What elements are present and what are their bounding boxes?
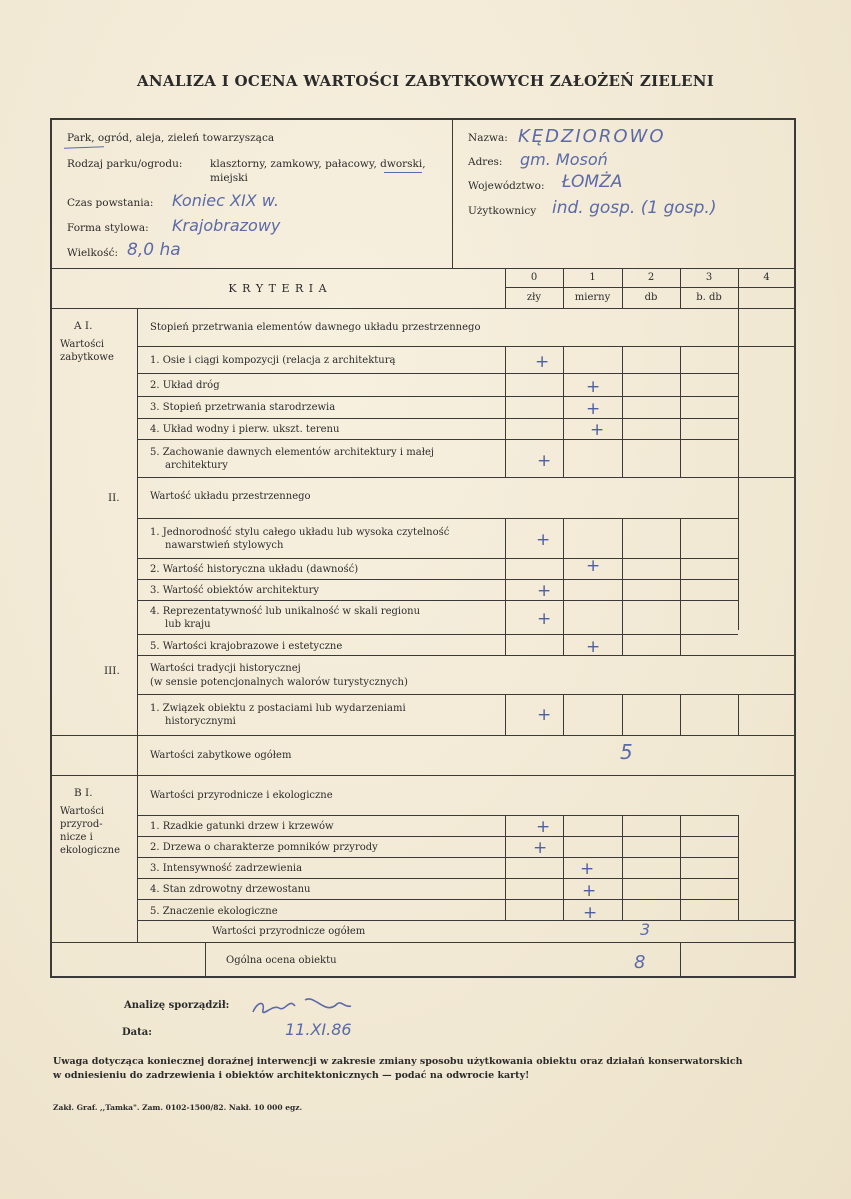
style-value: Krajobrazowy (172, 216, 281, 235)
criterion-a2-1b: nawarstwień stylowych (165, 540, 284, 551)
rule (137, 308, 138, 943)
rule (505, 346, 506, 477)
mark-a1-1: + (535, 352, 550, 372)
criterion-b1-1: 1. Rzadkie gatunki drzew i krzewów (150, 821, 334, 832)
mark-a1-4: + (590, 420, 605, 440)
rule (738, 308, 739, 630)
rule (51, 268, 795, 269)
rule (138, 836, 738, 837)
criterion-a2-4: 4. Reprezentatywność lub unikalność w skali regionu (150, 606, 421, 617)
criterion-a3-1: 1. Związek obiektu z postaciami lub wydarzeniami (150, 703, 406, 714)
criterion-a2-5: 5. Wartości krajobrazowe i estetyczne (150, 641, 343, 652)
mark-a1-5: + (537, 451, 552, 471)
group-a3-title-1: Wartości tradycji historycznej (150, 663, 301, 674)
rule (738, 694, 739, 735)
group-b1-title: Wartości przyrodnicze i ekologiczne (150, 790, 333, 801)
rule (138, 396, 738, 397)
kind-options-2: miejski (210, 172, 248, 184)
section-b-name-2: przyrod- (60, 819, 103, 830)
style-label: Forma stylowa: (67, 222, 149, 234)
rule (505, 287, 795, 288)
section-b-name-4: ekologiczne (60, 845, 121, 856)
section-a-code-3: III. (104, 665, 120, 677)
rule (51, 942, 795, 943)
group-a2-title: Wartość układu przestrzennego (150, 491, 311, 502)
group-a3-title-2: (w sensie potencjonalnych walorów turystycznych) (150, 677, 408, 688)
score-name-0: zły (526, 292, 542, 303)
criterion-a2-4b: lub kraju (165, 619, 211, 630)
mark-a2-4: + (537, 609, 552, 629)
mark-a2-2: + (586, 556, 601, 576)
criterion-a1-1: 1. Osie i ciągi kompozycji (relacja z architekturą (150, 355, 396, 366)
criterion-a1-3: 3. Stopień przetrwania starodrzewia (150, 402, 336, 413)
overall-value: 8 (634, 952, 646, 973)
rule (680, 346, 681, 477)
mark-b1-4: + (582, 881, 597, 901)
rule (680, 815, 681, 920)
score-3: 3 (705, 272, 713, 283)
criterion-b1-5: 5. Znaczenie ekologiczne (150, 906, 278, 917)
criterion-b1-2: 2. Drzewa o charakterze pomników przyrody (150, 842, 378, 853)
date-value: 11.XI.86 (285, 1020, 352, 1039)
rule (563, 694, 564, 735)
users-label: Użytkownicy (468, 205, 537, 217)
voivodeship-value: ŁOMŻA (562, 172, 623, 192)
mark-b1-2: + (533, 838, 548, 858)
printer-info: Zakł. Graf. ,,Tamka". Zam. 0102-1500/82. Nakł. 10 000 egz. (53, 1103, 303, 1112)
rule (138, 477, 795, 478)
criterion-a1-5: 5. Zachowanie dawnych elementów architektury i małej (150, 447, 434, 458)
score-2: 2 (647, 272, 655, 283)
form-title: ANALIZA I OCENA WARTOŚCI ZABYTKOWYCH ZAŁOŻEŃ ZIELENI (136, 72, 715, 90)
rule (138, 899, 738, 900)
signature (245, 990, 375, 1024)
kind-options: klasztorny, zamkowy, pałacowy, dworski, (210, 158, 426, 170)
name-label: Nazwa: (468, 132, 508, 144)
score-name-2: db (644, 292, 658, 303)
rule (138, 373, 738, 374)
mark-b1-3: + (580, 859, 595, 879)
rule (505, 518, 506, 655)
voivodeship-label: Województwo: (468, 180, 545, 192)
section-a-code-2: II. (108, 492, 120, 504)
criterion-a1-5b: architektury (165, 460, 228, 471)
rule (138, 634, 738, 635)
rule (138, 694, 795, 695)
address-value: gm. Mosoń (520, 150, 608, 169)
mark-a1-2: + (586, 377, 601, 397)
rule (505, 694, 506, 735)
mark-b1-5: + (583, 903, 598, 923)
mark-b1-1: + (536, 817, 551, 837)
section-a-name-1: Wartości (60, 339, 105, 350)
section-b-name-1: Wartości (60, 806, 105, 817)
section-a-code: A I. (74, 320, 93, 332)
score-0: 0 (530, 272, 538, 283)
name-value: KĘDZIOROWO (518, 126, 666, 147)
rule (138, 558, 738, 559)
score-4: 4 (763, 272, 770, 283)
rule (138, 346, 795, 347)
score-name-3: b. db (696, 292, 722, 303)
mark-a3-1: + (537, 705, 552, 725)
score-name-1: mierny (574, 292, 611, 303)
rule (738, 815, 739, 920)
group-a1-title: Stopień przetrwania elementów dawnego układu przestrzennego (150, 322, 481, 333)
rule (138, 518, 738, 519)
rule (51, 308, 795, 309)
date-label: Data: (122, 1027, 152, 1038)
criterion-b1-3: 3. Intensywność zadrzewienia (150, 863, 303, 874)
section-b-name-3: nicze i (60, 832, 93, 843)
kind-label: Rodzaj parku/ogrodu: (67, 158, 183, 170)
address-label: Adres: (468, 156, 503, 168)
rule (563, 815, 564, 920)
total-b-value: 3 (640, 920, 651, 939)
header-divider (452, 119, 453, 269)
rule (138, 920, 795, 921)
mark-a2-3: + (537, 581, 552, 601)
criterion-b1-4: 4. Stan zdrowotny drzewostanu (150, 884, 311, 895)
note-line-2: w odniesieniu do zadrzewienia i obiektów architektonicznych — podać na odwrocie karty! (53, 1070, 530, 1081)
mark-a1-3: + (586, 399, 601, 419)
rule (622, 346, 623, 477)
rule (680, 694, 681, 735)
rule (505, 815, 506, 920)
criterion-a2-1: 1. Jednorodność stylu całego układu lub wysoka czytelność (150, 527, 450, 538)
rule (680, 942, 681, 977)
criterion-a2-3: 3. Wartość obiektów architektury (150, 585, 320, 596)
total-a-value: 5 (620, 740, 633, 764)
size-value: 8,0 ha (127, 240, 181, 260)
rule (563, 518, 564, 655)
rule (51, 735, 795, 736)
rule (138, 439, 738, 440)
users-value: ind. gosp. (1 gosp.) (552, 198, 717, 218)
overall-label: Ogólna ocena obiektu (226, 955, 337, 966)
criterion-a1-4: 4. Układ wodny i pierw. ukszt. terenu (150, 424, 340, 435)
criterion-a3-1b: historycznymi (165, 716, 236, 727)
size-label: Wielkość: (67, 247, 119, 259)
section-b-code: B I. (74, 787, 93, 799)
rule (680, 518, 681, 655)
total-b-label: Wartości przyrodnicze ogółem (212, 926, 366, 937)
park-type-label: Park, ogród, aleja, zieleń towarzysząca (67, 132, 275, 144)
mark-a2-5: + (586, 637, 601, 657)
rule (622, 518, 623, 655)
criterion-a1-2: 2. Układ dróg (150, 380, 220, 391)
rule (622, 815, 623, 920)
total-a-label: Wartości zabytkowe ogółem (150, 750, 292, 761)
underline-mark-2 (384, 172, 422, 173)
rule (622, 694, 623, 735)
score-1: 1 (589, 272, 596, 283)
rule (51, 775, 795, 776)
rule (205, 942, 206, 977)
criterion-a2-2: 2. Wartość historyczna układu (dawność) (150, 564, 359, 575)
rule (138, 579, 738, 580)
rule (138, 878, 738, 879)
rule (563, 346, 564, 477)
author-label: Analizę sporządził: (124, 1000, 230, 1011)
created-label: Czas powstania: (67, 197, 154, 209)
rule (138, 418, 738, 419)
rule (138, 655, 795, 656)
note-line-1: Uwaga dotycząca koniecznej doraźnej interwencji w zakresie zmiany sposobu użytkowania obiektu oraz działań konserwatorskich (53, 1056, 743, 1067)
mark-a2-1: + (536, 530, 551, 550)
rule (138, 600, 738, 601)
rule (138, 815, 738, 816)
section-a-name-2: zabytkowe (60, 352, 114, 363)
created-value: Koniec XIX w. (172, 191, 279, 210)
rule (138, 857, 738, 858)
criteria-label: K R Y T E R I A (228, 282, 328, 295)
